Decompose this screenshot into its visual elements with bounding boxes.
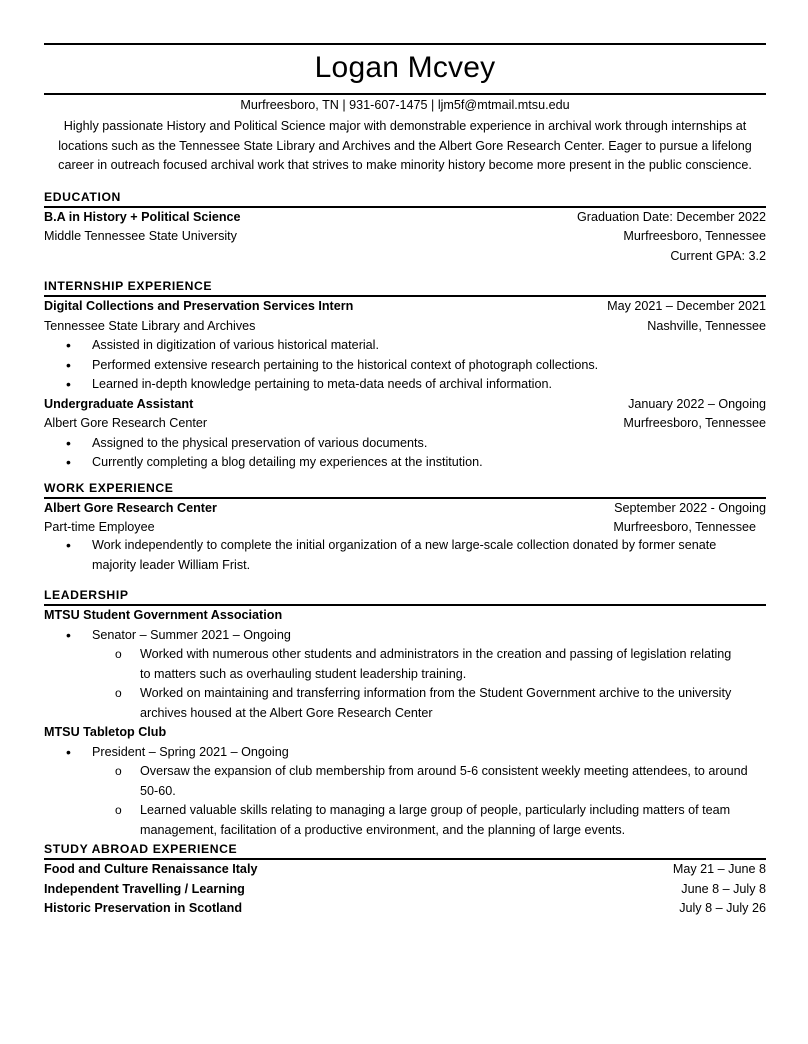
group-position: • President – Spring 2021 – Ongoing xyxy=(44,743,766,763)
group-position: • Senator – Summer 2021 – Ongoing xyxy=(44,626,766,646)
list-item: o Worked with numerous other students and administrators in the creation and passing of legislation relating to matters such as overhauling student leadership training. xyxy=(44,645,766,684)
contact-line: Murfreesboro, TN | 931-607-1475 | ljm5f@mtmail.mtsu.edu xyxy=(240,98,570,112)
group-name: MTSU Tabletop Club xyxy=(44,725,167,739)
trip-name: Historic Preservation in Scotland xyxy=(44,901,243,915)
group-name: MTSU Student Government Association xyxy=(44,608,283,622)
list-item: • Performed extensive research pertaining to the historical context of photograph collections. xyxy=(44,356,766,376)
list-item: o Worked on maintaining and transferring information from the Student Government archive to the university archives housed at the Albert Gore Research Center xyxy=(44,684,766,723)
leadership-section xyxy=(44,586,766,840)
study-abroad-section xyxy=(44,840,766,919)
section-title-study-abroad: STUDY ABROAD EXPERIENCE xyxy=(44,842,238,856)
trip-dates: May 21 – June 8 xyxy=(672,862,766,876)
list-item: • Work independently to complete the initial organization of a new large-scale collection donated by former senate majority leader William Frist. xyxy=(44,536,766,575)
job-role: Digital Collections and Preservation Services Intern xyxy=(44,299,354,313)
trip-name: Independent Travelling / Learning xyxy=(44,881,245,896)
internship-section xyxy=(44,277,766,473)
resume-page xyxy=(44,43,766,919)
work-org: Albert Gore Research Center xyxy=(44,500,217,515)
job-role: Undergraduate Assistant xyxy=(44,396,194,411)
work-role: Part-time Employee xyxy=(44,520,155,534)
internship-entry xyxy=(44,395,766,473)
trip-dates: June 8 – July 8 xyxy=(681,881,766,896)
gpa: Current GPA: 3.2 xyxy=(670,248,766,263)
leadership-group xyxy=(44,606,766,723)
job-bullets xyxy=(44,336,766,395)
school-location: Murfreesboro, Tennessee xyxy=(623,229,766,243)
list-item: • Learned in-depth knowledge pertaining to meta-data needs of archival information. xyxy=(44,375,766,395)
name-rule xyxy=(44,93,766,95)
work-location: Murfreesboro, Tennessee xyxy=(613,520,756,534)
education-section xyxy=(44,188,766,267)
candidate-name: Logan Mcvey xyxy=(314,51,496,84)
section-title-leadership: LEADERSHIP xyxy=(44,588,129,602)
list-item: • Assisted in digitization of various historical material. xyxy=(44,336,766,356)
job-bullets xyxy=(44,434,766,473)
job-org: Tennessee State Library and Archives xyxy=(44,318,256,333)
job-dates: January 2022 – Ongoing xyxy=(628,396,766,411)
list-item: o Oversaw the expansion of club membership from around 5-6 consistent weekly meeting attendees, to around 50-60. xyxy=(44,762,766,801)
section-title-work: WORK EXPERIENCE xyxy=(44,480,174,495)
trip-name: Food and Culture Renaissance Italy xyxy=(44,862,258,876)
job-org: Albert Gore Research Center xyxy=(44,416,208,430)
list-item: • Assigned to the physical preservation of various documents. xyxy=(44,434,766,454)
job-location: Murfreesboro, Tennessee xyxy=(623,416,766,430)
school: Middle Tennessee State University xyxy=(44,229,237,243)
group-positions xyxy=(44,743,766,763)
summary: Highly passionate History and Political Science major with demonstrable experience in archival work through internships at locations such as the Tennessee State Library and Archives and the Albert Gore Research Center. Eager to pursue a lifelong career in outreach focused archival work that strives to make minority history become more present in the public conscience. xyxy=(58,119,752,172)
graduation-date: Graduation Date: December 2022 xyxy=(576,209,766,224)
leadership-group xyxy=(44,723,766,840)
trip-dates: July 8 – July 26 xyxy=(679,901,766,915)
group-positions xyxy=(44,626,766,646)
section-title-education: EDUCATION xyxy=(44,189,121,204)
list-item: o Learned valuable skills relating to managing a large group of people, particularly including matters of team management, facilitation of a productive environment, and the planning of large events. xyxy=(44,801,766,840)
group-items xyxy=(44,762,766,840)
group-items xyxy=(44,645,766,723)
job-dates: May 2021 – December 2021 xyxy=(607,299,766,313)
job-location: Nashville, Tennessee xyxy=(647,318,766,333)
work-section xyxy=(44,479,766,576)
internship-entry xyxy=(44,297,766,395)
section-title-internship: INTERNSHIP EXPERIENCE xyxy=(44,279,213,293)
work-bullets xyxy=(44,536,766,575)
work-dates: September 2022 - Ongoing xyxy=(614,500,766,515)
list-item: • Currently completing a blog detailing my experiences at the institution. xyxy=(44,453,766,473)
degree: B.A in History + Political Science xyxy=(44,209,241,224)
